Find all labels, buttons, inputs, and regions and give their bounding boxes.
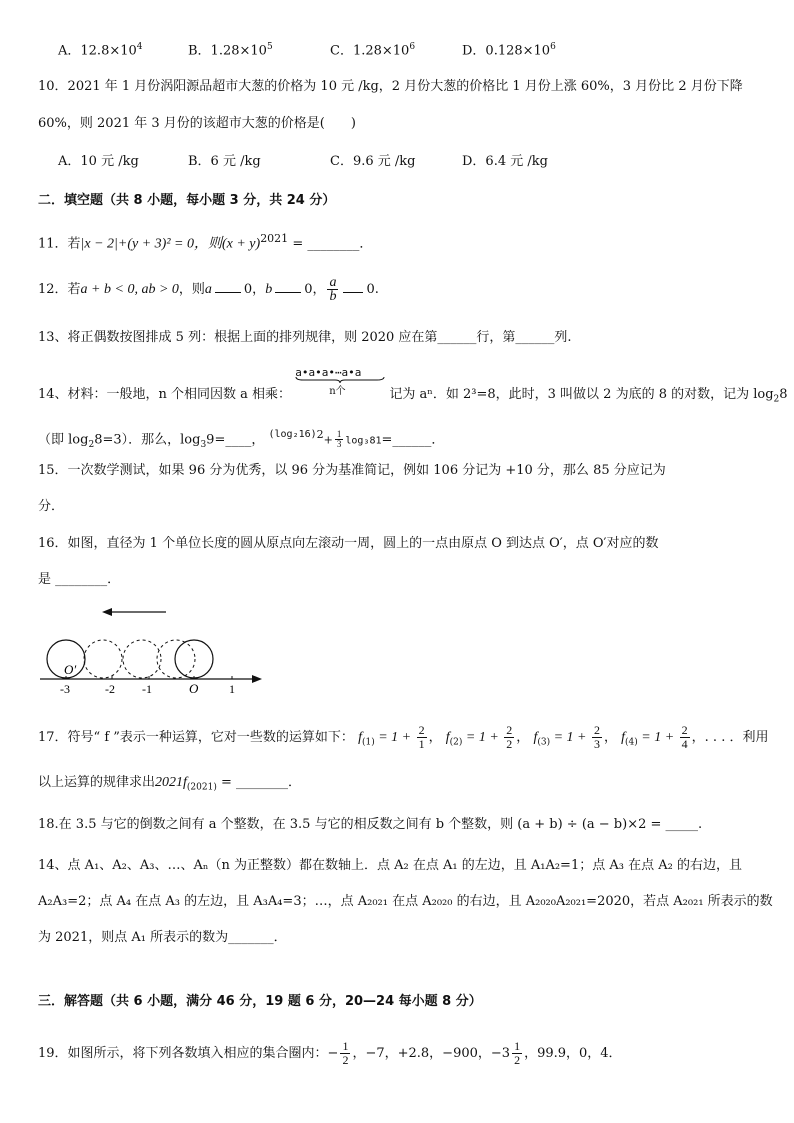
q14b-line3: 为 2021，则点 A₁ 所表示的数为_______．: [38, 930, 287, 945]
q16-line1: 16．如图，直径为 1 个单位长度的圆从原点向左滚动一周，圆上的一点由原点 O 到达点 O′，点 O′对应的数: [38, 536, 659, 551]
q16-line2: 是 ________．: [38, 572, 121, 587]
tick-label-1: 1: [229, 682, 235, 696]
q14a-line2: （即 $\log_28=3$）．那么，$\log_39=\_\_\_\_$， $^{(log_216)2}$+ $\frac{1}{3}$ log₃81=______．: [38, 428, 445, 450]
q16-rolling-circle-figure: [36, 600, 268, 698]
q13: 13、将正偶数按图排成 5 列：根据上面的排列规律，则 2020 应在第______行，第______列.: [38, 330, 572, 345]
q15-line2: 分．: [38, 499, 65, 514]
brace-product: a•a•a•⋯a•a n个: [295, 380, 385, 398]
arrow-left-icon: [102, 608, 112, 616]
section-2-heading: 二．填空题（共 8 小题，每小题 3 分，共 24 分）: [38, 193, 336, 208]
q14a-line1: 14、材料：一般地，n 个相同因数 a 相乘： a•a•a•⋯a•a n个 记为 aⁿ．如 2³=8，此时，3 叫做以 2 为底的 8 的对数，记为 $\log_28$: [38, 366, 788, 405]
q10-line1: 10．2021 年 1 月份涡阳源品超市大葱的价格为 10 元 /kg，2 月份大葱的价格比 1 月份上涨 60%，3 月份比 2 月份下降: [38, 79, 743, 94]
q12-fraction: $\frac{a}{b}$: [329, 275, 337, 304]
q11: 11．若|x − 2|+(y + 3)² = 0，则$(x + y)^{2021}$ = ________．: [38, 232, 373, 252]
q9-option-c: C．$1.28\times 10^6$: [330, 42, 416, 59]
q14b-line1: 14、点 A₁、A₂、A₃、…、Aₙ（n 为正整数）都在数轴上．点 A₂ 在点 A₁ 的左边，且 A₁A₂=1；点 A₃ 在点 A₂ 的右边，且: [38, 858, 742, 873]
q9-option-d: D．$0.128\times 10^6$: [462, 42, 556, 59]
circle-start: [175, 640, 213, 678]
q15-line1: 15．一次数学测试，如果 96 分为优秀，以 96 分为基准简记，例如 106 分记为 +10 分，那么 85 分应记为: [38, 463, 666, 478]
origin-label: O: [189, 681, 199, 696]
q10-option-b: B．6 元 /kg: [188, 154, 261, 169]
q17-line1: 17．符号“ f ”表示一种运算，它对一些数的运算如下： $f_{(1)} = 1$ + $\frac{2}{1}$ ， $f_{(2)} = 1$ + $\frac{2}{2}$ ， $f_{(3)} = 1$ + $\frac{2}{3}$ ， $f_{(4)} = 1$ + $\frac{2}{4}$ ，. . . ．利用: [38, 723, 769, 751]
tick-label-neg2: -2: [105, 682, 115, 696]
tick-label-neg3: -3: [60, 682, 70, 696]
q9-option-b: B．$1.28\times 10^5$: [188, 42, 273, 59]
q18: 18.在 3.5 与它的倒数之间有 a 个整数，在 3.5 与它的相反数之间有 b 个整数，则 (a + b) ÷ (a − b)×2 = _____.: [38, 817, 703, 832]
q10-option-c: C．9.6 元 /kg: [330, 154, 416, 169]
axis-arrow-icon: [252, 675, 262, 683]
tick-label-neg1: -1: [142, 682, 152, 696]
q17-line2: 以上运算的规律求出$2021f_{(2021)}$ = ________．: [38, 775, 302, 793]
q14b-line2: A₂A₃=2；点 A₄ 在点 A₃ 的左边，且 A₃A₄=3；…，点 A₂₀₂₁ 在点 A₂₀₂₀ 的右边，且 A₂₀₂₀A₂₀₂₁=2020，若点 A₂₀₂₁ 所表示的数: [38, 894, 773, 909]
circle-dashed-1: [84, 640, 122, 678]
section-3-heading: 三．解答题（共 6 小题，满分 46 分，19 题 6 分，20—24 每小题 8 分）: [38, 994, 482, 1009]
q10-line2: 60%，则 2021 年 3 月份的该超市大葱的价格是( ): [38, 116, 356, 131]
q12: 12．若a + b < 0, ab > 0，则a 0，b 0， $\frac{a}{b}$ 0.: [38, 275, 379, 304]
q10-option-d: D．6.4 元 /kg: [462, 154, 548, 169]
circle-dashed-3: [157, 640, 195, 678]
o-prime-label: O′: [64, 662, 77, 677]
q19: 19．如图所示，将下列各数填入相应的集合圈内：− $\frac{1}{2}$ ，−7，+2.8，−900，−3 $\frac{1}{2}$ ，99.9，0，4．: [38, 1039, 622, 1067]
q10-option-a: A．10 元 /kg: [58, 154, 139, 169]
q9-option-a: A．$12.8\times 10^4$: [58, 42, 143, 59]
circle-dashed-2: [123, 640, 161, 678]
